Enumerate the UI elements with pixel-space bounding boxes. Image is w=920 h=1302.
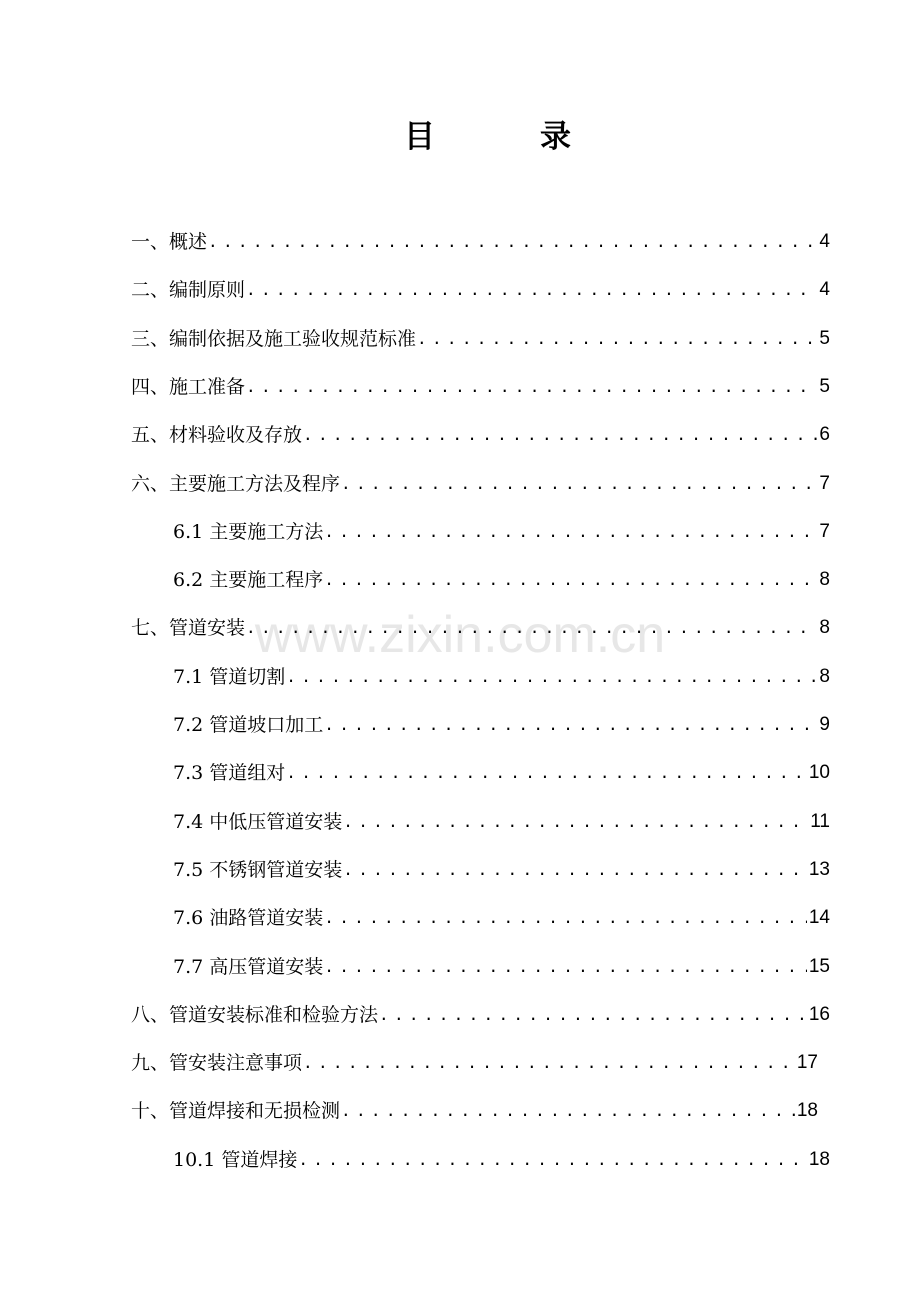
- toc-entry[interactable]: [173, 659, 830, 691]
- toc-entry-label: 7.1 管道切割: [173, 665, 286, 688]
- toc-entry-label: 6.2 主要施工程序: [173, 569, 324, 592]
- toc-entry-page-number: 5: [819, 327, 830, 349]
- toc-entry-page-number: 6: [819, 424, 830, 446]
- dot-leader: [286, 762, 807, 787]
- toc-entry-label: 十、管道焊接和无损检测: [131, 1100, 341, 1123]
- toc-entry[interactable]: [131, 1045, 818, 1077]
- toc-entry-page-number: 11: [810, 810, 830, 832]
- toc-entry-page-number: 4: [819, 279, 830, 301]
- toc-entry[interactable]: [173, 514, 830, 546]
- dot-leader: [246, 617, 817, 642]
- toc-entry[interactable]: [131, 1093, 818, 1125]
- toc-entry[interactable]: [131, 997, 830, 1029]
- dot-leader: [324, 521, 817, 546]
- toc-entry-page-number: 10: [808, 762, 830, 784]
- toc-entry-label: 六、主要施工方法及程序: [131, 472, 341, 495]
- toc-entry-page-number: 13: [808, 858, 830, 880]
- dot-leader: [379, 1004, 807, 1029]
- toc-entry[interactable]: [131, 369, 830, 401]
- toc-entry[interactable]: [173, 804, 830, 836]
- dot-leader: [343, 811, 808, 836]
- toc-entry-label: 八、管道安装标准和检验方法: [131, 1003, 379, 1026]
- dot-leader: [298, 1149, 807, 1174]
- toc-entry[interactable]: [131, 272, 830, 304]
- toc-entry-page-number: 15: [808, 955, 830, 977]
- toc-entry-label: 九、管安装注意事项: [131, 1052, 303, 1075]
- toc-entry[interactable]: [173, 949, 830, 981]
- toc-entry-page-number: 18: [796, 1100, 818, 1122]
- toc-entry-label: 7.2 管道坡口加工: [173, 714, 324, 736]
- page-title: [0, 112, 920, 162]
- toc-entry[interactable]: [131, 224, 830, 256]
- toc-entry-page-number: 8: [819, 617, 830, 639]
- toc-entry-label: 四、施工准备: [131, 375, 246, 398]
- dot-leader: [286, 666, 817, 691]
- toc-entry-page-number: 5: [819, 375, 830, 397]
- toc-entry-label: 三、编制依据及施工验收规范标准: [131, 327, 417, 350]
- toc-entry-label: 7.5 不锈钢管道安装: [173, 858, 343, 881]
- toc-entry[interactable]: [131, 466, 830, 498]
- toc-entry[interactable]: [173, 707, 830, 739]
- toc-entry[interactable]: [173, 852, 830, 884]
- toc-entry[interactable]: [131, 610, 830, 642]
- toc-entry-label: 7.7 高压管道安装: [173, 955, 324, 978]
- toc-entry-label: 七、管道安装: [131, 617, 246, 640]
- toc-entry-page-number: 8: [819, 569, 830, 591]
- toc-entry-label: 10.1 管道焊接: [173, 1148, 298, 1171]
- toc-entry-label: 二、编制原则: [131, 279, 246, 302]
- dot-leader: [324, 956, 807, 981]
- dot-leader: [208, 231, 817, 256]
- toc-entry-label: 一、概述: [131, 231, 208, 253]
- toc-entry[interactable]: [173, 755, 830, 787]
- toc-entry-page-number: 16: [808, 1003, 830, 1025]
- toc-entry-page-number: 7: [819, 472, 830, 494]
- toc-entry-page-number: 9: [819, 714, 830, 735]
- dot-leader: [324, 569, 817, 594]
- dot-leader: [303, 424, 817, 449]
- dot-leader: [246, 279, 817, 304]
- toc-entry[interactable]: [131, 417, 830, 449]
- dot-leader: [341, 473, 817, 498]
- toc-entry-page-number: 14: [808, 907, 830, 929]
- title-char-2: 录: [540, 119, 571, 155]
- dot-leader: [343, 859, 807, 884]
- dot-leader: [324, 714, 817, 739]
- dot-leader: [324, 907, 807, 932]
- toc-entry-page-number: 18: [808, 1148, 830, 1170]
- title-char-1: 目: [404, 119, 435, 155]
- toc-entry-label: 6.1 主要施工方法: [173, 520, 324, 543]
- dot-leader: [246, 376, 817, 401]
- toc-entry-page-number: 8: [819, 665, 830, 687]
- dot-leader: [417, 328, 817, 353]
- toc-entry-label: 7.3 管道组对: [173, 762, 286, 785]
- toc-entry[interactable]: [131, 321, 830, 353]
- toc-entry-page-number: 17: [796, 1052, 818, 1074]
- toc-entry[interactable]: [173, 900, 830, 932]
- toc-entry-label: 7.4 中低压管道安装: [173, 810, 343, 833]
- toc-entry-page-number: 4: [819, 231, 830, 252]
- toc-entry-label: 7.6 油路管道安装: [173, 907, 324, 930]
- toc-entry[interactable]: [173, 1142, 830, 1174]
- toc-entry-label: 五、材料验收及存放: [131, 424, 303, 447]
- toc-entry[interactable]: [173, 562, 830, 594]
- dot-leader: [303, 1052, 795, 1077]
- dot-leader: [341, 1100, 795, 1125]
- watermark-text: www.zixin.com.cn: [254, 606, 666, 664]
- toc-entry-page-number: 7: [819, 520, 830, 542]
